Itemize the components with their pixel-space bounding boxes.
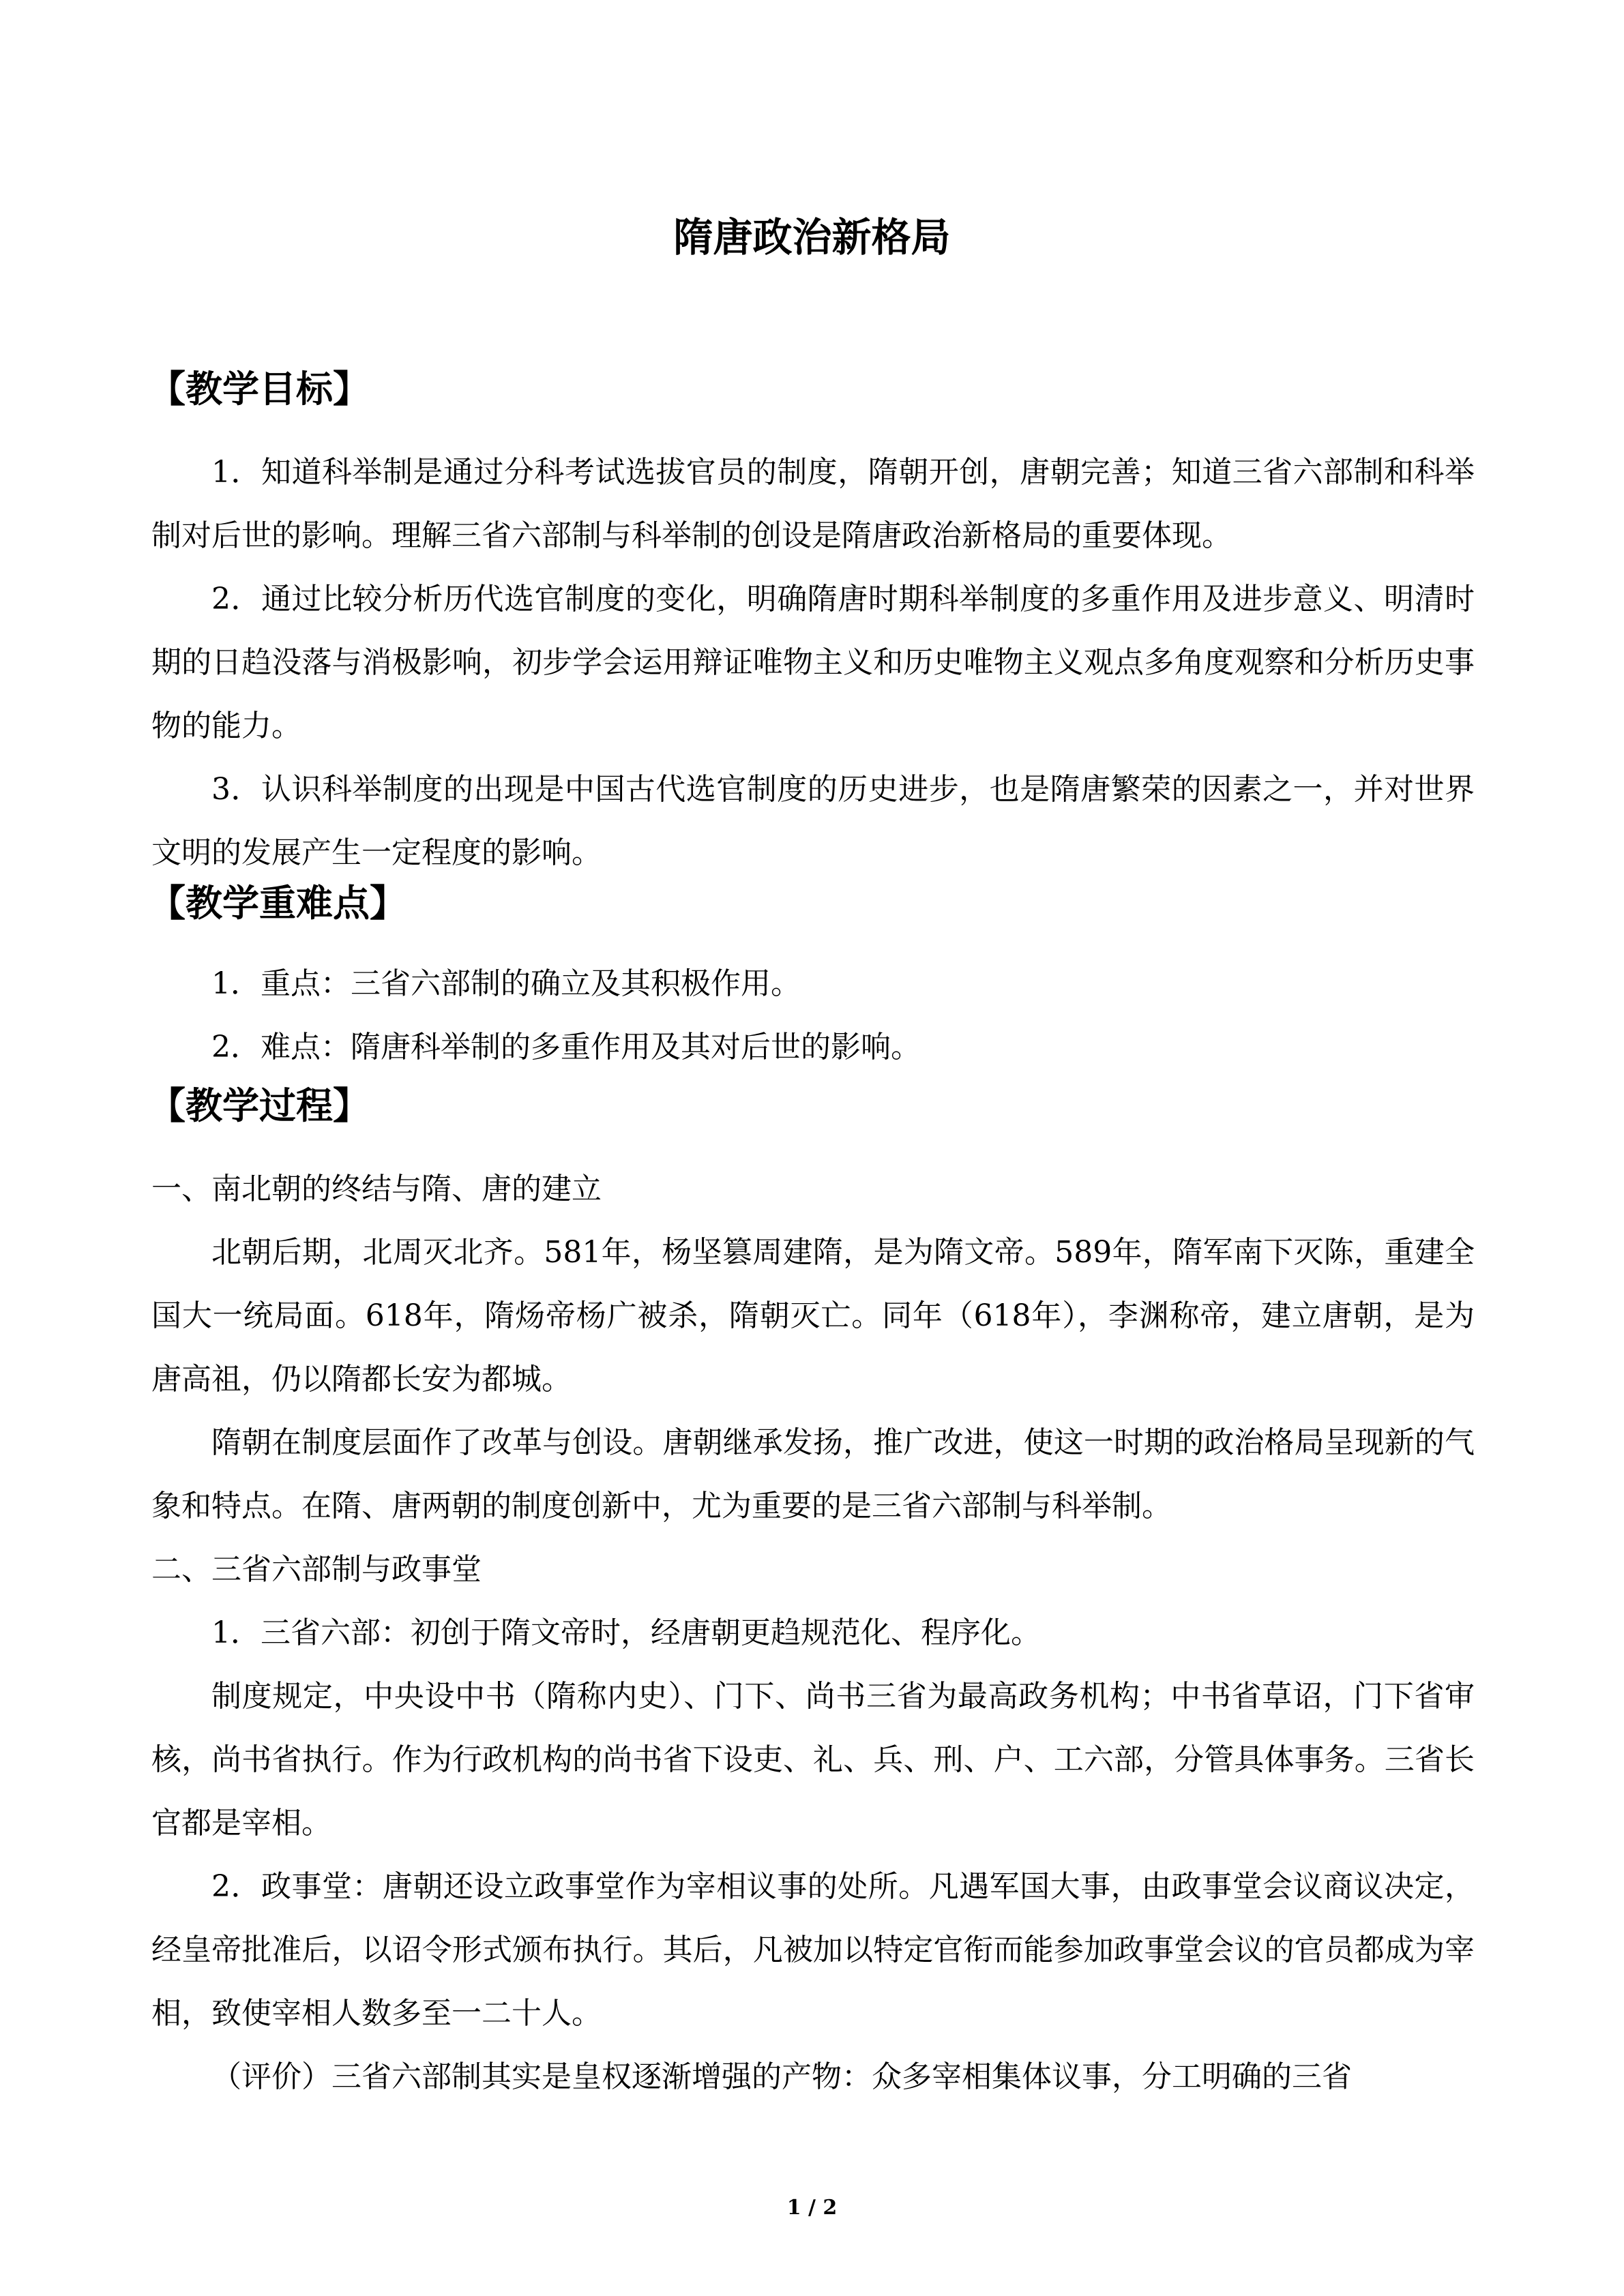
section-heading-process: 【教学过程】 bbox=[149, 1084, 370, 1127]
page-number: 1 / 2 bbox=[786, 2196, 838, 2220]
objective-item-3: 3．认识科举制度的出现是中国古代选官制度的历史进步，也是隋唐繁荣的因素之一，并对世界文明的发展产生一定程度的影响。 bbox=[151, 772, 1475, 870]
process-part2-paragraph-2: 制度规定，中央设中书（隋称内史）、门下、尚书三省为最高政务机构；中书省草诏，门下省审核，尚书省执行。作为行政机构的尚书省下设吏、礼、兵、刑、户、工六部，分管具体事务。三省长官都是宰相。 bbox=[151, 1679, 1475, 1840]
objective-item-2: 2．通过比较分析历代选官制度的变化，明确隋唐时期科举制度的多重作用及进步意义、明清时期的日趋没落与消极影响，初步学会运用辩证唯物主义和历史唯物主义观点多角度观察和分析历史事物的能力。 bbox=[151, 582, 1475, 743]
section-heading-key-points: 【教学重难点】 bbox=[149, 882, 407, 925]
process-part2-paragraph-3: 2．政事堂：唐朝还设立政事堂作为宰相议事的处所。凡遇军国大事，由政事堂会议商议决定，经皇帝批准后，以诏令形式颁布执行。其后，凡被加以特定官衔而能参加政事堂会议的官员都成为宰相，致使宰相人数多至一二十人。 bbox=[151, 1869, 1475, 2031]
page-title: 隋唐政治新格局 bbox=[673, 214, 951, 260]
process-part2-paragraph-1: 1．三省六部：初创于隋文帝时，经唐朝更趋规范化、程序化。 bbox=[211, 1615, 1041, 1650]
key-point-item-1: 1．重点：三省六部制的确立及其积极作用。 bbox=[211, 966, 801, 1001]
process-part2-title: 二、三省六部制与政事堂 bbox=[151, 1552, 482, 1587]
key-point-item-2: 2．难点：隋唐科举制的多重作用及其对后世的影响。 bbox=[211, 1030, 921, 1064]
process-part1-paragraph-1: 北朝后期，北周灭北齐。581年，杨坚篡周建隋，是为隋文帝。589年，隋军南下灭陈，重建全国大一统局面。618年，隋炀帝杨广被杀，隋朝灭亡。同年（618年），李渊称帝，建立唐朝，是为唐高祖，仍以隋都长安为都城。 bbox=[151, 1235, 1475, 1397]
section-heading-objectives: 【教学目标】 bbox=[149, 368, 370, 411]
process-part2-paragraph-4: （评价）三省六部制其实是皇权逐渐增强的产物：众多宰相集体议事，分工明确的三省 bbox=[211, 2059, 1352, 2094]
process-part1-paragraph-2: 隋朝在制度层面作了改革与创设。唐朝继承发扬，推广改进，使这一时期的政治格局呈现新的气象和特点。在隋、唐两朝的制度创新中，尤为重要的是三省六部制与科举制。 bbox=[151, 1425, 1475, 1523]
process-part1-title: 一、南北朝的终结与隋、唐的建立 bbox=[151, 1172, 602, 1206]
objective-item-1: 1．知道科举制是通过分科考试选拔官员的制度，隋朝开创，唐朝完善；知道三省六部制和科举制对后世的影响。理解三省六部制与科举制的创设是隋唐政治新格局的重要体现。 bbox=[151, 455, 1475, 553]
